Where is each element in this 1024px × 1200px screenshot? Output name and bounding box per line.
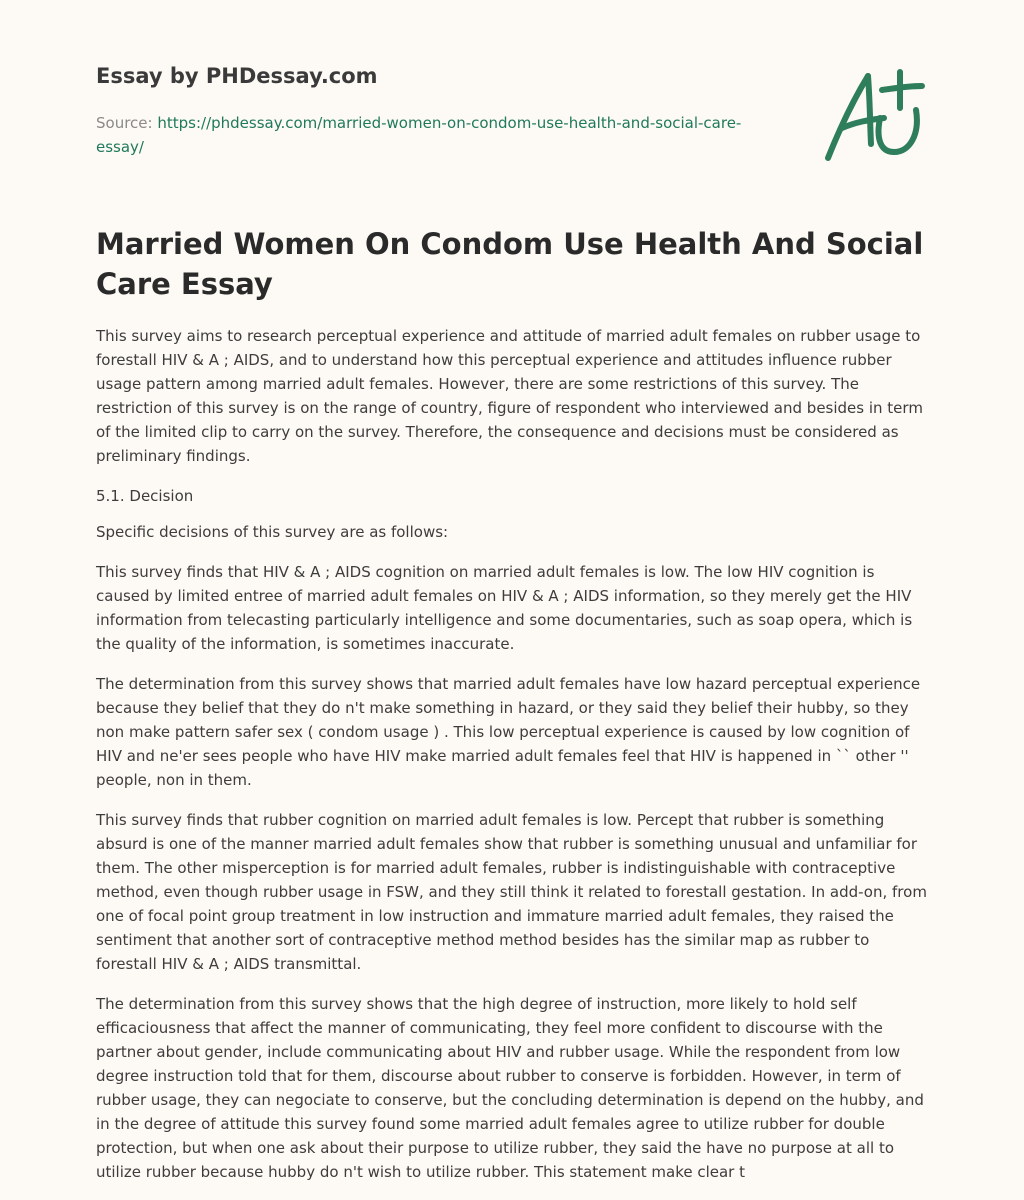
brand-title: Essay by PHDessay.com [96,64,378,88]
paragraph-finding-3: This survey finds that rubber cognition on married adult females is low. Percept that rubber is something absurd is one of the manner married adult females show that rubber is something unusual and unfamiliar for them. The other misperception is for married adult females, rubber is indistinguishable with contraceptive method, even though rubber usage in FSW, and they still think it related to forestall gestation. In add-on, from one of focal point group treatment in low instruction and immature married adult females, they raised the sentiment that another sort of contraceptive method method besides has the similar map as rubber to forestall HIV & A ; AIDS transmittal. [96,811,927,973]
source-line [96,111,776,159]
article-title: Married Women On Condom Use Health And Social Care Essay [96,227,924,301]
paragraph-finding-4: The determination from this survey shows that the high degree of instruction, more likely to hold self efficaciousness that affect the manner of communicating, they feel more confident to discourse with the partner about gender, include communicating about HIV and rubber usage. While the respondent from low degree instruction told that for them, discourse about rubber to conserve is forbidden. However, in term of rubber usage, they can negociate to conserve, but the concluding determination is depend on the hubby, and in the degree of attitude this survey found some married adult females agree to utilize rubber for double protection, but when one ask about their purpose to utilize rubber, they said the have no purpose at all to utilize rubber because hubby do n't wish to utilize rubber. This statement make clear t [96,995,924,1181]
paragraph-finding-2: The determination from this survey shows that married adult females have low hazard perceptual experience because they belief that they do n't make something in hazard, or they said they belief their hubby, so they non make pattern safer sex ( condom usage ) . This low perceptual experience is caused by low cognition of HIV and ne'er sees people who have HIV make married adult females feel that HIV is happened in `` other '' people, non in them. [96,675,921,789]
source-label: Source: [96,114,153,132]
a-plus-logo-icon [818,66,930,166]
paragraph-finding-1: This survey finds that HIV & A ; AIDS cognition on married adult females is low. The low HIV cognition is caused by limited entree of married adult females on HIV & A ; AIDS information, so they merely get the HIV information from telecasting particularly intelligence and some documentaries, such as soap opera, which is the quality of the information, is sometimes inaccurate. [96,563,913,653]
section-heading-decision: 5.1. Decision [96,487,194,505]
paragraph-lead: Specific decisions of this survey are as follows: [96,523,449,541]
source-link[interactable]: https://phdessay.com/married-women-on-condom-use-health-and-social-care-essay/ [96,114,742,156]
article-body [96,324,930,1200]
paragraph-intro: This survey aims to research perceptual experience and attitude of married adult females on rubber usage to forestall HIV & A ; AIDS, and to understand how this perceptual experience and attitudes influence rubber usage pattern among married adult females. However, there are some restrictions of this survey. The restriction of this survey is on the range of country, figure of respondent who interviewed and besides in term of the limited clip to carry on the survey. Therefore, the consequence and decisions must be considered as preliminary findings. [96,327,923,465]
